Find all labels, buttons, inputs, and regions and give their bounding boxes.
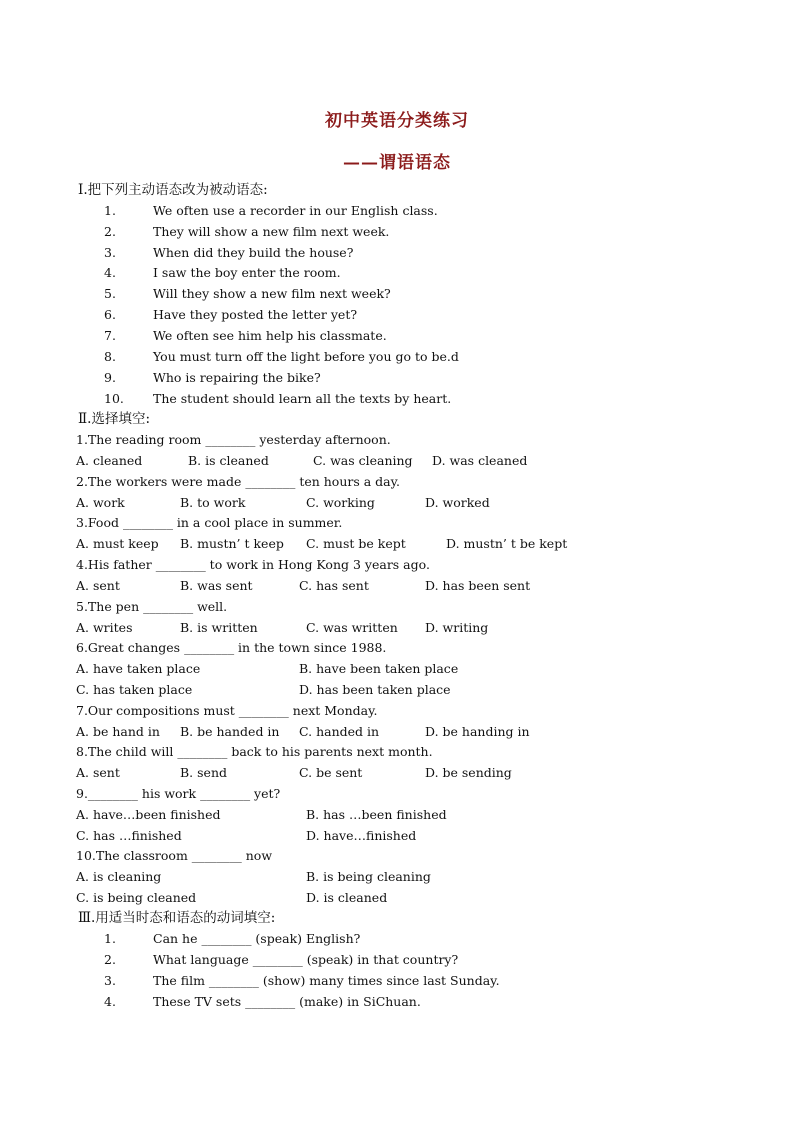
item-text: They will show a new film next week. xyxy=(153,224,390,239)
option-d: D. was cleaned xyxy=(432,453,528,468)
document-title: 初中英语分类练习 xyxy=(325,111,469,131)
option-b: B. mustn’ t keep xyxy=(180,536,284,551)
item-number: 4. xyxy=(104,265,116,280)
item-number: 6. xyxy=(104,307,116,322)
option-a: A. sent xyxy=(76,578,120,593)
option-b: B. send xyxy=(180,765,227,780)
item-number: 5. xyxy=(104,286,116,301)
question-stem: 4.His father ________ to work in Hong Kong 3 years ago. xyxy=(76,557,430,572)
item-text: Will they show a new film next week? xyxy=(153,286,391,301)
option-c: C. working xyxy=(306,495,375,510)
item-text: Have they posted the letter yet? xyxy=(153,307,358,322)
option-a: A. is cleaning xyxy=(76,869,162,884)
option-d: D. writing xyxy=(425,620,489,635)
option-d: D. worked xyxy=(425,495,490,510)
item-number: 8. xyxy=(104,349,116,364)
option-c: C. be sent xyxy=(299,765,363,780)
option-b: B. have been taken place xyxy=(299,661,459,676)
question-stem: 2.The workers were made ________ ten hours a day. xyxy=(76,474,401,489)
option-c: C. was cleaning xyxy=(313,453,413,468)
option-b: B. be handed in xyxy=(180,724,280,739)
option-b: B. is being cleaning xyxy=(306,869,431,884)
section2-heading: Ⅱ.选择填空: xyxy=(78,411,151,427)
option-b: B. was sent xyxy=(180,578,253,593)
item-number: 4. xyxy=(104,994,116,1009)
item-text: You must turn off the light before you go to be.d xyxy=(153,349,459,364)
item-number: 7. xyxy=(104,328,116,343)
item-number: 3. xyxy=(104,973,116,988)
option-c: C. has sent xyxy=(299,578,369,593)
question-stem: 8.The child will ________ back to his parents next month. xyxy=(76,744,433,759)
question-stem: 9.________ his work ________ yet? xyxy=(76,786,281,801)
option-d: D. has been taken place xyxy=(299,682,451,697)
option-d: D. be sending xyxy=(425,765,512,780)
option-c: C. has …finished xyxy=(76,828,182,843)
item-number: 1. xyxy=(104,931,116,946)
option-c: C. is being cleaned xyxy=(76,890,197,905)
option-c: C. was written xyxy=(306,620,398,635)
option-a: A. must keep xyxy=(76,536,159,551)
item-text: Who is repairing the bike? xyxy=(153,370,321,385)
item-text: We often use a recorder in our English class. xyxy=(153,203,438,218)
question-stem: 3.Food ________ in a cool place in summer. xyxy=(76,515,343,530)
question-stem: 5.The pen ________ well. xyxy=(76,599,228,614)
item-number: 10. xyxy=(104,391,124,406)
option-c: C. must be kept xyxy=(306,536,406,551)
item-number: 2. xyxy=(104,952,116,967)
option-a: A. be hand in xyxy=(76,724,160,739)
item-number: 1. xyxy=(104,203,116,218)
option-d: D. is cleaned xyxy=(306,890,388,905)
item-text: The student should learn all the texts by heart. xyxy=(153,391,452,406)
option-d: D. mustn’ t be kept xyxy=(446,536,568,551)
option-c: C. handed in xyxy=(299,724,380,739)
section3-heading: Ⅲ.用适当时态和语态的动词填空: xyxy=(78,910,276,926)
item-text: These TV sets ________ (make) in SiChuan. xyxy=(153,994,421,1009)
question-stem: 6.Great changes ________ in the town since 1988. xyxy=(76,640,387,655)
item-number: 9. xyxy=(104,370,116,385)
question-stem: 10.The classroom ________ now xyxy=(76,848,273,863)
option-c: C. has taken place xyxy=(76,682,193,697)
option-b: B. has …been finished xyxy=(306,807,447,822)
option-a: A. have…been finished xyxy=(76,807,221,822)
option-d: D. has been sent xyxy=(425,578,531,593)
option-b: B. is written xyxy=(180,620,258,635)
option-a: A. sent xyxy=(76,765,120,780)
item-text: I saw the boy enter the room. xyxy=(153,265,341,280)
item-number: 3. xyxy=(104,245,116,260)
option-a: A. have taken place xyxy=(76,661,201,676)
document-subtitle: ——谓语语态 xyxy=(343,153,451,173)
option-b: B. to work xyxy=(180,495,246,510)
option-a: A. work xyxy=(76,495,125,510)
item-number: 2. xyxy=(104,224,116,239)
question-stem: 7.Our compositions must ________ next Monday. xyxy=(76,703,378,718)
option-a: A. cleaned xyxy=(76,453,143,468)
item-text: The film ________ (show) many times since last Sunday. xyxy=(153,973,500,988)
item-text: We often see him help his classmate. xyxy=(153,328,387,343)
item-text: Can he ________ (speak) English? xyxy=(153,931,361,946)
option-d: D. be handing in xyxy=(425,724,530,739)
option-b: B. is cleaned xyxy=(188,453,269,468)
section1-heading: Ⅰ.把下列主动语态改为被动语态: xyxy=(78,182,268,198)
question-stem: 1.The reading room ________ yesterday afternoon. xyxy=(76,432,391,447)
item-text: When did they build the house? xyxy=(153,245,354,260)
option-a: A. writes xyxy=(76,620,133,635)
item-text: What language ________ (speak) in that country? xyxy=(153,952,459,967)
option-d: D. have…finished xyxy=(306,828,417,843)
